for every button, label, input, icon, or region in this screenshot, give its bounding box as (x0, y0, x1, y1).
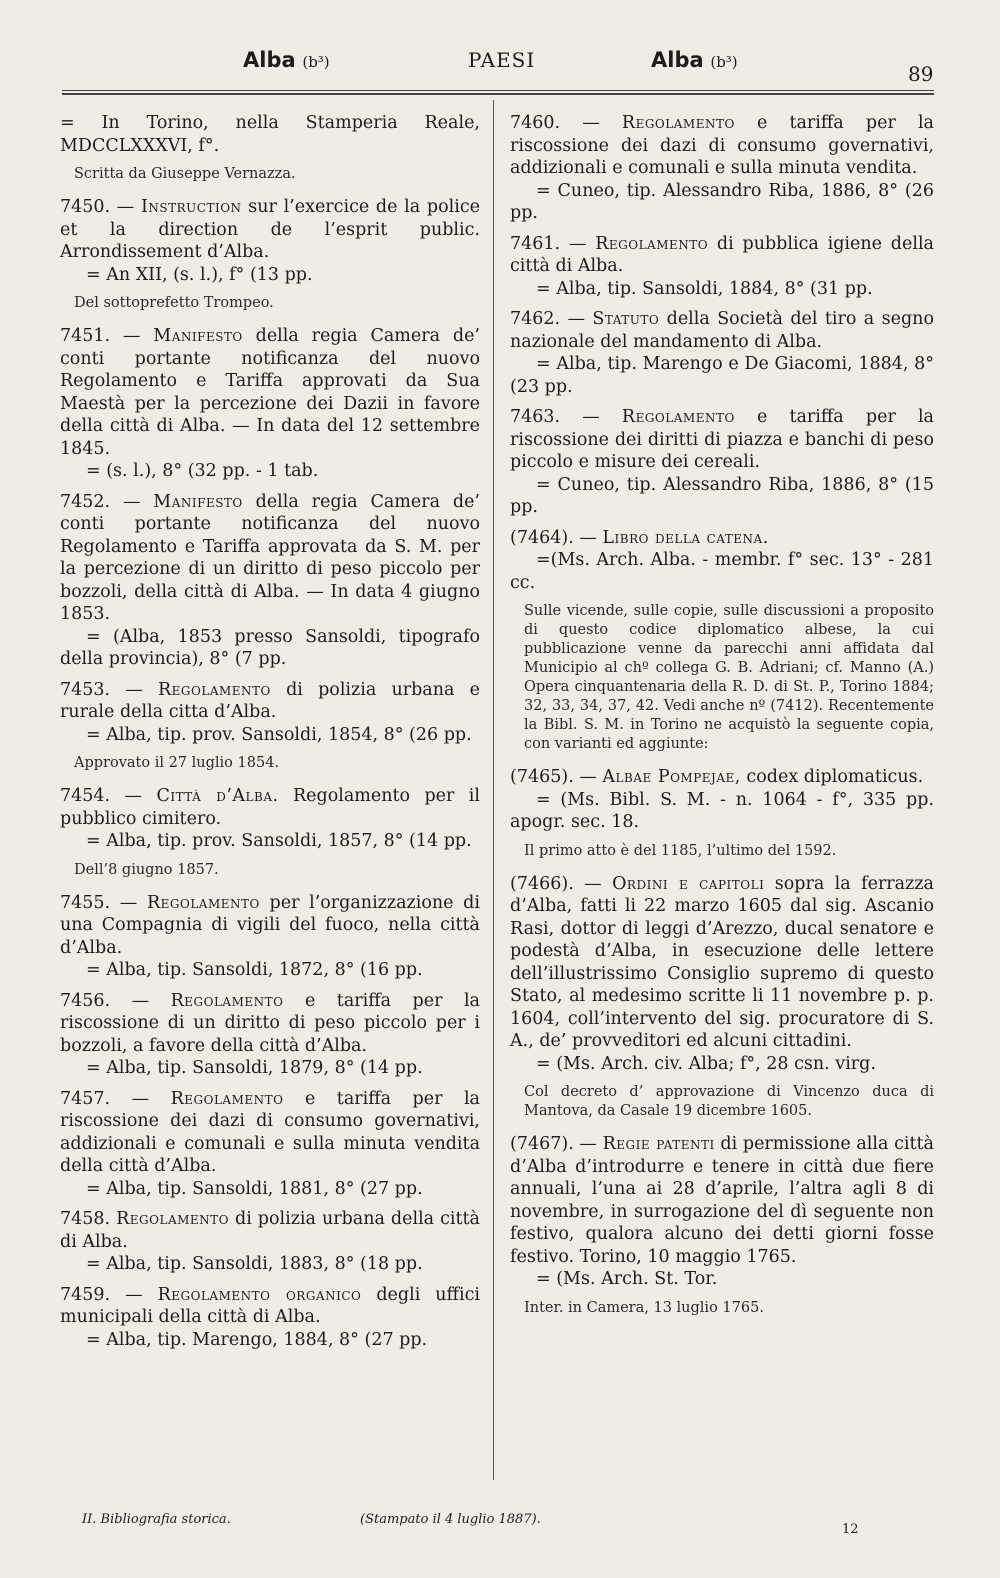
header-right-title: Alba (651, 48, 704, 72)
entry-note: Dell’8 giugno 1857. (74, 861, 219, 878)
entry-imprint: =(Ms. Arch. Alba. - membr. f° sec. 13° - 281 cc. (510, 550, 934, 593)
bibliography-entry (60, 112, 480, 157)
bibliography-entry (510, 1133, 934, 1291)
entry-number: 7455. (60, 892, 111, 913)
entry-body: della regia Camera de’ conti portante notificanza del nuovo Regolamento e Tariffa approvata da S. M. per la percezione di un diritto di peso piccolo per bozzoli, della città di Alba. — In data 4 giugno 1853. (60, 491, 480, 624)
bibliography-entry (510, 233, 934, 301)
entry-title: Libro della catena. (602, 527, 769, 548)
entry-number: 7462. (510, 309, 561, 329)
page-number: 89 (908, 62, 934, 86)
entry-separator: — (560, 407, 622, 427)
entry-imprint: = Alba, tip. Sansoldi, 1881, 8° (27 pp. (86, 1178, 423, 1199)
entry-body: della Società del tiro a segno nazionale del mandamento di Alba. (510, 309, 934, 352)
bibliography-entry (510, 406, 934, 519)
entry-imprint: = Alba, tip. Sansoldi, 1872, 8° (16 pp. (86, 960, 423, 980)
entry-imprint: = (Ms. Bibl. S. M. - n. 1064 - f°, 335 pp. apogr. sec. 18. (510, 789, 934, 832)
entry-number: (7464). (510, 527, 574, 548)
entry-imprint: = Cuneo, tip. Alessandro Riba, 1886, 8° (26 pp. (510, 180, 934, 223)
entry-separator: — (110, 892, 147, 913)
entry-title: Regolamento (158, 679, 271, 700)
entry-title: Regolamento (621, 113, 735, 133)
entry-separator: — (573, 1134, 603, 1154)
entry-separator: — (110, 1088, 171, 1109)
entry-note: Approvato il 27 luglio 1854. (74, 755, 280, 771)
bibliography-entry (60, 1284, 480, 1352)
bibliography-entry (60, 785, 480, 853)
entry-number: (7465). (510, 767, 574, 787)
entry-number: 7459. (60, 1284, 111, 1305)
entry-imprint: = (Alba, 1853 presso Sansoldi, tipografo della provincia), 8° (7 pp. (60, 626, 480, 669)
entry-separator: — (560, 233, 596, 254)
bibliography-entry (60, 1208, 480, 1276)
entry-body: e tariffa per la riscossione di un diritto di peso piccolo per i bozzoli, a favore della città d’Alba. (60, 990, 480, 1056)
bibliography-entry (510, 308, 934, 398)
running-header-right (651, 48, 738, 88)
bibliography-entry (60, 679, 480, 747)
header-left-sub: (b³) (302, 53, 330, 71)
entry-title: Regie patenti (602, 1134, 715, 1154)
entry-number: 7457. (60, 1088, 111, 1109)
entry-title: Ordini e capitoli (612, 873, 765, 894)
entry-separator: — (110, 326, 154, 346)
entry-note: Col decreto d’ approvazione di Vincenzo duca di Mantova, da Casale 19 dicembre 1605. (524, 1084, 934, 1119)
bibliography-entry (510, 112, 934, 225)
entry-separator: — (573, 873, 613, 894)
entry-body: di polizia urbana della città di Alba. (60, 1209, 480, 1252)
entry-title: Albae Pompejae, (602, 767, 741, 787)
entry-note: Inter. in Camera, 13 luglio 1765. (524, 1299, 764, 1316)
entry-body: e tariffa per la riscossione dei dazi di consumo governativi, addizionali e comunali e sulla minuta vendita della città d’Alba. (60, 1088, 480, 1176)
entry-separator: — (573, 767, 603, 787)
entry-title: Statuto (592, 309, 660, 329)
bibliography-entry (510, 527, 934, 595)
entry-title: Regolamento (116, 1209, 229, 1229)
bibliography-entry (60, 325, 480, 483)
entry-body: della regia Camera de’ conti portante notificanza del nuovo Regolamento e Tariffa approvati da Sua Maestà per la percezione dei Dazii in favore della città di Alba. — In data del 12 settembre 1845. (60, 326, 480, 459)
entry-body: di polizia urbana e rurale della citta d’Alba. (60, 679, 480, 722)
entry-body: degli uffici municipali della città di Alba. (60, 1284, 480, 1327)
entry-number: 7461. (510, 233, 561, 254)
entry-body: codex diplomaticus. (740, 767, 924, 787)
entry-body: e tariffa per la riscossione dei dazi di consumo governativi, addizionali e comunali e sulla minuta vendita. (510, 113, 934, 178)
running-header-center: PAESI (468, 48, 536, 72)
entry-imprint: = Cuneo, tip. Alessandro Riba, 1886, 8° (15 pp. (510, 474, 934, 517)
entry-imprint: = Alba, tip. prov. Sansoldi, 1854, 8° (26 pp. (86, 724, 472, 745)
entry-note: Il primo atto è del 1185, l’ultimo del 1592. (524, 842, 837, 859)
entry-title: Regolamento (146, 892, 260, 913)
entry-separator: — (110, 1284, 158, 1305)
entry-title: Manifesto (153, 491, 243, 512)
entry-note: Del sottoprefetto Trompeo. (74, 295, 274, 311)
bibliography-entry (60, 196, 480, 286)
entry-title: Città d’Alba. (156, 786, 279, 806)
entry-separator: — (110, 491, 154, 512)
entry-number: 7463. (510, 407, 561, 427)
entry-separator: — (110, 990, 171, 1011)
entry-title: Manifesto (153, 326, 243, 346)
entry-body: di pubblica igiene della città di Alba. (510, 233, 934, 276)
entry-body: e tariffa per la riscossione dei diritti di piazza e banchi di peso piccolo e misure dei cereali. (510, 407, 934, 472)
header-left-title: Alba (243, 48, 296, 72)
entry-imprint: = (Ms. Arch. civ. Alba; f°, 28 csn. virg. (536, 1053, 876, 1074)
entry-separator: — (560, 113, 622, 133)
header-rule-thick (62, 93, 934, 95)
entry-imprint: = Alba, tip. prov. Sansoldi, 1857, 8° (14 pp. (86, 831, 472, 851)
entry-number: 7452. (60, 491, 111, 512)
entry-imprint: = Alba, tip. Sansoldi, 1883, 8° (18 pp. (86, 1254, 423, 1274)
left-column (60, 112, 480, 1359)
entry-title: Regolamento (170, 1088, 284, 1109)
entry-body: sopra la ferrazza d’Alba, fatti li 22 marzo 1605 dal sig. Ascanio Rasi, dottor di leggi d’Arezzo, ducal senatore e podestà d’Alba, in esecuzione delle lettere dell’illustrissimo Consiglio supremo di questo Stato, al medesimo scritte li 11 novembre p. p. 1604, coll’intervento del sig. procuratore di S. A., de’ provveditori ed alcuni cittadini. (510, 873, 934, 1051)
entry-title: Regolamento (595, 233, 709, 254)
entry-number: 7451. (60, 326, 111, 346)
footer-signature-number: 12 (842, 1522, 859, 1537)
entry-imprint: = Alba, tip. Marengo, 1884, 8° (27 pp. (86, 1329, 428, 1350)
entry-body: Regolamento per il pubblico cimitero. (60, 786, 480, 829)
entry-separator: — (573, 527, 603, 548)
entry-body: = In Torino, nella Stamperia Reale, MDCCLXXXVI, f°. (60, 113, 480, 156)
header-rule (62, 90, 934, 91)
entry-title: Regolamento (170, 990, 284, 1011)
entry-separator: — (110, 197, 141, 217)
entry-number: (7466). (510, 873, 574, 894)
bibliography-entry (510, 873, 934, 1076)
running-header-left (243, 48, 330, 88)
bibliography-entry (510, 766, 934, 834)
header-right-sub: (b³) (710, 53, 738, 71)
entry-imprint: = Alba, tip. Sansoldi, 1884, 8° (31 pp. (536, 278, 873, 299)
entry-separator: — (110, 679, 158, 700)
entry-number: 7458. (60, 1209, 111, 1229)
entry-number: 7454. (60, 786, 111, 806)
footer-section-label: II. Bibliografia storica. (82, 1512, 231, 1527)
column-divider (493, 100, 494, 1480)
entry-number: 7450. (60, 197, 111, 217)
entry-number: (7467). (510, 1134, 574, 1154)
right-column (510, 112, 934, 1330)
entry-title: Regolamento organico (157, 1284, 362, 1305)
entry-number: 7453. (60, 679, 111, 700)
entry-note: Sulle vicende, sulle copie, sulle discussioni a proposito di questo codice diplomatico albese, la cui pubblicazione venne da parecchi anni affidata dal Municipio al chº collega G. B. Adriani; cf. Manno (A.) Opera cinquantenaria della R. D. di St. P., Torino 1884; 32, 33, 34, 37, 42. Vedi anche nº (7412). Recentemente la Bibl. S. M. in Torino ne acquistò la seguente copia, con varianti ed aggiunte: (524, 603, 934, 752)
entry-number: 7460. (510, 113, 561, 133)
entry-imprint: = An XII, (s. l.), f° (13 pp. (86, 264, 313, 285)
entry-number: 7456. (60, 990, 111, 1011)
entry-note: Scritta da Giuseppe Vernazza. (74, 166, 296, 182)
entry-title: Regolamento (621, 407, 735, 427)
footer-print-date: (Stampato il 4 luglio 1887). (360, 1512, 541, 1527)
entry-imprint: = Alba, tip. Marengo e De Giacomi, 1884, 8° (23 pp. (510, 354, 934, 397)
entry-imprint: = (s. l.), 8° (32 pp. - 1 tab. (86, 461, 319, 481)
bibliography-entry (60, 1088, 480, 1201)
entry-title: Instruction (141, 197, 242, 217)
bibliography-entry (60, 990, 480, 1080)
entry-imprint: = (Ms. Arch. St. Tor. (536, 1269, 718, 1289)
entry-imprint: = Alba, tip. Sansoldi, 1879, 8° (14 pp. (86, 1058, 423, 1078)
entry-body: di permissione alla città d’Alba d’introdurre e tenere in città due fiere annuali, l’una ai 28 d’aprile, l’altra agli 8 di novembre, in surrogazione del dì seguente non festivo, qualora alcuno dei detti giorni fosse festivo. Torino, 10 maggio 1765. (510, 1134, 934, 1267)
bibliography-entry (60, 491, 480, 671)
entry-separator: — (110, 786, 157, 806)
entry-body: sur l’exercice de la police et la direction de l’esprit public. Arrondissement d’Alba. (60, 197, 480, 262)
bibliography-entry (60, 892, 480, 982)
entry-separator: — (560, 309, 593, 329)
entry-body: per l’organizzazione di una Compagnia di vigili del fuoco, nella città d’Alba. (60, 892, 480, 958)
